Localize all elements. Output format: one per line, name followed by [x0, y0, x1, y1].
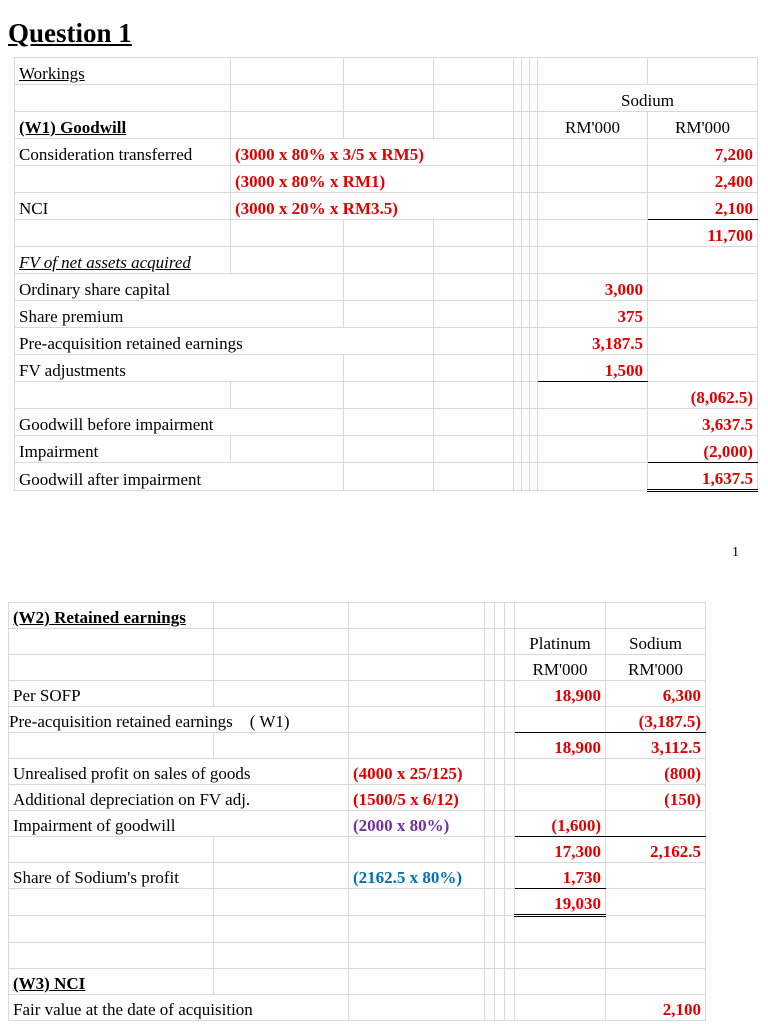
impairment-goodwill-label: Impairment of goodwill	[9, 811, 349, 837]
additional-depreciation-sodium: (150)	[606, 785, 706, 811]
subtotal2-sodium: 2,162.5	[606, 837, 706, 863]
subtotal-sodium: 3,112.5	[606, 733, 706, 759]
platinum-header: Platinum	[515, 629, 606, 655]
pre-acq-label: Pre-acquisition retained earnings	[15, 328, 434, 355]
nci-label: NCI	[15, 193, 231, 220]
table-row	[15, 193, 758, 220]
unrealised-profit-calc: (4000 x 25/125)	[349, 759, 485, 785]
table-row	[15, 112, 758, 139]
per-sofp-platinum: 18,900	[515, 681, 606, 707]
table-row	[15, 301, 758, 328]
table-row	[15, 274, 758, 301]
per-sofp-sodium: 6,300	[606, 681, 706, 707]
share-premium-value: 375	[538, 301, 648, 328]
fv-acquisition-label: Fair value at the date of acquisition	[9, 995, 349, 1021]
fv-acquisition-value: 2,100	[606, 995, 706, 1021]
fv-adjustments-label: FV adjustments	[15, 355, 344, 382]
retained-earnings-heading: (W2) Retained earnings	[9, 603, 214, 629]
workings-label: Workings	[15, 58, 231, 85]
goodwill-heading: (W1) Goodwill	[15, 112, 231, 139]
pre-acq-label: Pre-acquisition retained earnings	[9, 712, 233, 731]
table-row	[9, 916, 706, 943]
unrealised-profit-label: Unrealised profit on sales of goods	[9, 759, 349, 785]
rm000-header: RM'000	[606, 655, 706, 681]
table-row	[9, 707, 706, 733]
fv-adjustments-value: 1,500	[538, 355, 648, 382]
table-row	[15, 247, 758, 274]
share-profit-label: Share of Sodium's profit	[9, 863, 214, 889]
fv-net-assets-heading: FV of net assets acquired	[15, 247, 231, 274]
table-row	[9, 811, 706, 837]
nci-value: 2,100	[648, 193, 758, 220]
pre-acq-row-label	[9, 707, 349, 733]
consideration-total: 11,700	[648, 220, 758, 247]
goodwill-after-label: Goodwill after impairment	[15, 463, 344, 491]
pre-acq-reference: ( W1)	[249, 712, 290, 731]
sodium-header: Sodium	[606, 629, 706, 655]
table-row	[9, 969, 706, 995]
net-assets-value: (8,062.5)	[648, 382, 758, 409]
table-row	[15, 58, 758, 85]
nci-calc: (3000 x 20% x RM3.5)	[231, 193, 514, 220]
additional-depreciation-label: Additional depreciation on FV adj.	[9, 785, 349, 811]
table-row	[15, 220, 758, 247]
goodwill-working-table	[14, 57, 758, 492]
sodium-header: Sodium	[538, 85, 758, 112]
rm000-header: RM'000	[515, 655, 606, 681]
rm000-header: RM'000	[538, 112, 648, 139]
table-row	[9, 863, 706, 889]
table-row	[15, 166, 758, 193]
table-row	[9, 759, 706, 785]
consideration-value: 7,200	[648, 139, 758, 166]
table-row	[9, 943, 706, 969]
nci-heading: (W3) NCI	[9, 969, 214, 995]
consideration-calc: (3000 x 80% x 3/5 x RM5)	[231, 139, 514, 166]
table-row	[15, 463, 758, 491]
table-row	[9, 995, 706, 1021]
table-row	[15, 328, 758, 355]
share-profit-platinum: 1,730	[515, 863, 606, 889]
subtotal-platinum: 18,900	[515, 733, 606, 759]
table-row	[9, 629, 706, 655]
table-row	[9, 889, 706, 916]
page-number: 1	[732, 545, 739, 560]
question-title: Question 1	[8, 18, 132, 48]
unrealised-profit-sodium: (800)	[606, 759, 706, 785]
table-row	[9, 733, 706, 759]
impairment-goodwill-platinum: (1,600)	[515, 811, 606, 837]
goodwill-before-label: Goodwill before impairment	[15, 409, 344, 436]
goodwill-after-value: 1,637.5	[648, 463, 758, 491]
table-row	[15, 355, 758, 382]
total-platinum: 19,030	[515, 889, 606, 916]
consideration-label: Consideration transferred	[15, 139, 231, 166]
consideration-value: 2,400	[648, 166, 758, 193]
retained-earnings-table	[8, 602, 706, 1021]
impairment-label: Impairment	[15, 436, 231, 463]
table-row	[15, 85, 758, 112]
pre-acq-value: 3,187.5	[538, 328, 648, 355]
rm000-header: RM'000	[648, 112, 758, 139]
table-row	[15, 436, 758, 463]
impairment-goodwill-calc: (2000 x 80%)	[349, 811, 485, 837]
goodwill-before-value: 3,637.5	[648, 409, 758, 436]
share-capital-label: Ordinary share capital	[15, 274, 344, 301]
table-row	[9, 785, 706, 811]
impairment-value: (2,000)	[648, 436, 758, 463]
per-sofp-label: Per SOFP	[9, 681, 214, 707]
table-row	[9, 603, 706, 629]
subtotal2-platinum: 17,300	[515, 837, 606, 863]
share-capital-value: 3,000	[538, 274, 648, 301]
table-row	[15, 409, 758, 436]
share-premium-label: Share premium	[15, 301, 344, 328]
table-row	[9, 837, 706, 863]
table-row	[9, 681, 706, 707]
share-profit-calc: (2162.5 x 80%)	[349, 863, 485, 889]
consideration-calc: (3000 x 80% x RM1)	[231, 166, 514, 193]
table-row	[15, 382, 758, 409]
pre-acq-sodium: (3,187.5)	[606, 707, 706, 733]
table-row	[15, 139, 758, 166]
table-row	[9, 655, 706, 681]
additional-depreciation-calc: (1500/5 x 6/12)	[349, 785, 485, 811]
